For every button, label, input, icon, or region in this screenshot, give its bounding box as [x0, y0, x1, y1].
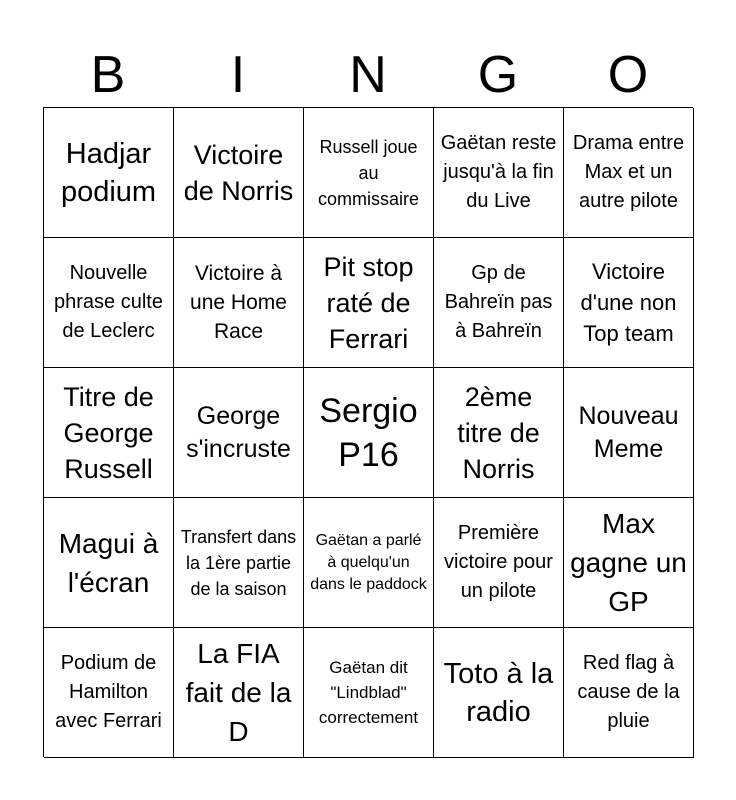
bingo-cell[interactable]: Victoire d'une non Top team [564, 238, 694, 368]
bingo-cell[interactable]: 2ème titre de Norris [434, 368, 564, 498]
bingo-cell[interactable]: Max gagne un GP [564, 498, 694, 628]
bingo-cell[interactable]: Gaëtan a parlé à quelqu'un dans le paddock [304, 498, 434, 628]
bingo-cell[interactable]: Pit stop raté de Ferrari [304, 238, 434, 368]
bingo-cell[interactable]: Victoire de Norris [174, 108, 304, 238]
bingo-cell[interactable]: Transfert dans la 1ère partie de la saison [174, 498, 304, 628]
bingo-cell[interactable]: Hadjar podium [44, 108, 174, 238]
bingo-cell[interactable]: George s'incruste [174, 368, 304, 498]
bingo-cell[interactable]: Première victoire pour un pilote [434, 498, 564, 628]
header-letter-o: O [607, 46, 649, 104]
bingo-cell[interactable]: Titre de George Russell [44, 368, 174, 498]
header-letter-g: G [477, 46, 519, 104]
header-letter-n: N [349, 46, 387, 104]
bingo-cell[interactable]: Nouvelle phrase culte de Leclerc [44, 238, 174, 368]
header-letter-b: B [90, 46, 126, 104]
bingo-cell[interactable]: Toto à la radio [434, 628, 564, 758]
bingo-header [43, 44, 693, 106]
bingo-cell[interactable]: Russell joue au commissaire [304, 108, 434, 238]
bingo-cell[interactable]: Podium de Hamilton avec Ferrari [44, 628, 174, 758]
bingo-cell[interactable]: Nouveau Meme [564, 368, 694, 498]
bingo-cell[interactable]: La FIA fait de la D [174, 628, 304, 758]
bingo-grid [43, 107, 693, 757]
bingo-cell[interactable]: Gaëtan dit "Lindblad" correctement [304, 628, 434, 758]
bingo-cell[interactable]: Red flag à cause de la pluie [564, 628, 694, 758]
header-letter-i: I [230, 46, 246, 104]
bingo-cell[interactable]: Sergio P16 [304, 368, 434, 498]
bingo-cell[interactable]: Magui à l'écran [44, 498, 174, 628]
bingo-cell[interactable]: Gp de Bahreïn pas à Bahreïn [434, 238, 564, 368]
bingo-cell[interactable]: Drama entre Max et un autre pilote [564, 108, 694, 238]
bingo-cell[interactable]: Gaëtan reste jusqu'à la fin du Live [434, 108, 564, 238]
bingo-cell[interactable]: Victoire à une Home Race [174, 238, 304, 368]
